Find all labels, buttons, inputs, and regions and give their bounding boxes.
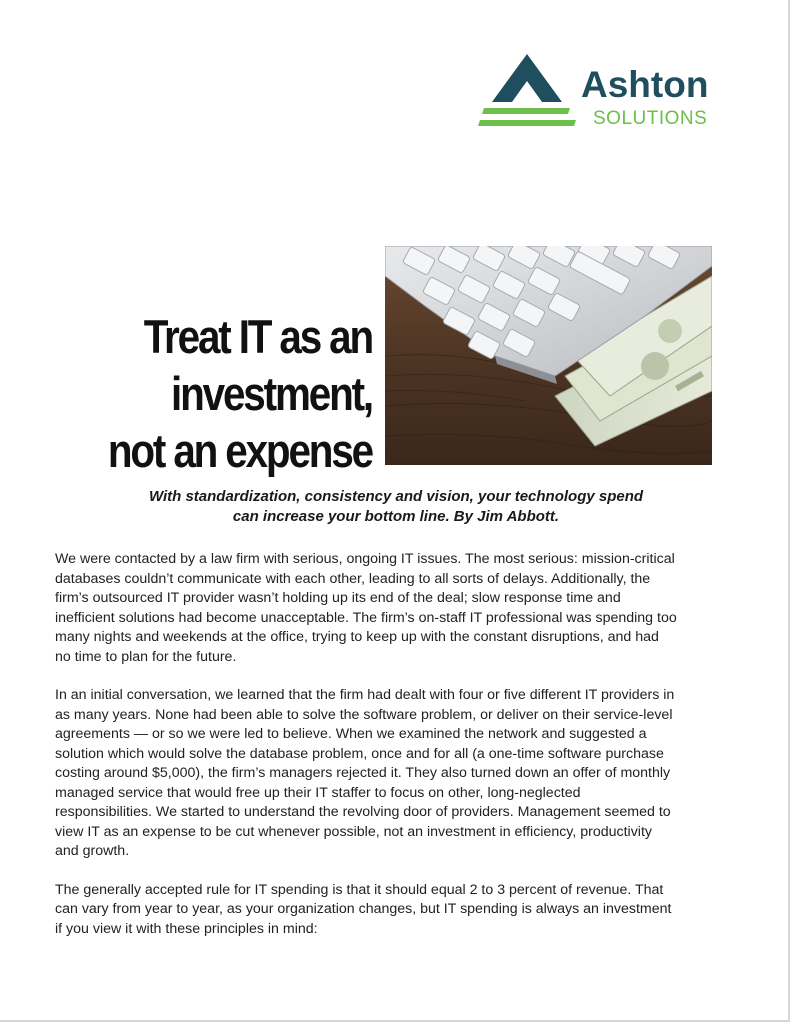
body-line: We were contacted by a law firm with serious, ongoing IT issues. The most serious: mission-critical <box>55 551 675 567</box>
logo-subtitle: SOLUTIONS <box>593 108 708 129</box>
body-line: and growth. <box>55 843 130 859</box>
body-line: The generally accepted rule for IT spending is that it should equal 2 to 3 percent of revenue. That <box>55 881 664 898</box>
body-line: firm’s outsourced IT provider wasn’t holding up its end of the deal; slow response time and <box>55 590 621 606</box>
body-line: agreements — or so we were led to believe. When we examined the network and suggested a <box>55 726 647 742</box>
body-line: view IT as an expense to be cut whenever possible, not an investment in efficiency, productivity <box>55 823 652 840</box>
subtitle-line: With standardization, consistency and vision, your technology spend <box>148 488 644 505</box>
body-line: databases couldn’t communicate with each other, leading to all sorts of delays. Additionally, the <box>55 570 651 587</box>
body-line: responsibilities. We started to understand the revolving door of providers. Management seemed to <box>55 804 671 820</box>
subtitle-line: can increase your bottom line. By Jim Abbott. <box>232 508 560 525</box>
body-line: inefficient solutions had become unacceptable. The firm’s on-staff IT professional was spending too <box>55 609 677 626</box>
article-headline <box>80 308 372 479</box>
paragraph <box>55 686 745 862</box>
body-line: solution which would solve the database problem, once and for all (a one-time software purchase <box>55 745 664 762</box>
paragraph <box>55 881 745 940</box>
keyboard-and-money-photo <box>385 246 712 465</box>
body-line: many nights and weekends at the office, trying to keep up with the constant disruptions, and had <box>55 629 659 645</box>
body-line: as many years. None had been able to solve the software problem, or deliver on their service-level <box>55 706 673 723</box>
body-line: costing around $5,000), the firm’s managers rejected it. They also turned down an offer of monthly <box>55 765 671 781</box>
body-line: if you view it with these principles in mind: <box>55 920 318 937</box>
body-line: no time to plan for the future. <box>55 648 237 665</box>
logo-name: Ashton <box>581 64 709 105</box>
body-line: managed service that would free up their IT staffer to focus on other, long-neglected <box>55 784 581 801</box>
ashton-solutions-logo <box>478 52 728 132</box>
paragraph <box>55 550 745 667</box>
mountain-logo-icon <box>478 52 588 132</box>
body-line: In an initial conversation, we learned that the firm had dealt with four or five different IT providers in <box>55 687 675 703</box>
body-line: can vary from year to year, as your organization changes, but IT spending is always an investment <box>55 901 672 917</box>
headline-line: investment, <box>171 367 372 420</box>
headline-line: not an expense <box>107 424 372 477</box>
article-subtitle <box>0 487 792 527</box>
article-body <box>55 550 745 958</box>
headline-line: Treat IT as an <box>143 310 372 363</box>
